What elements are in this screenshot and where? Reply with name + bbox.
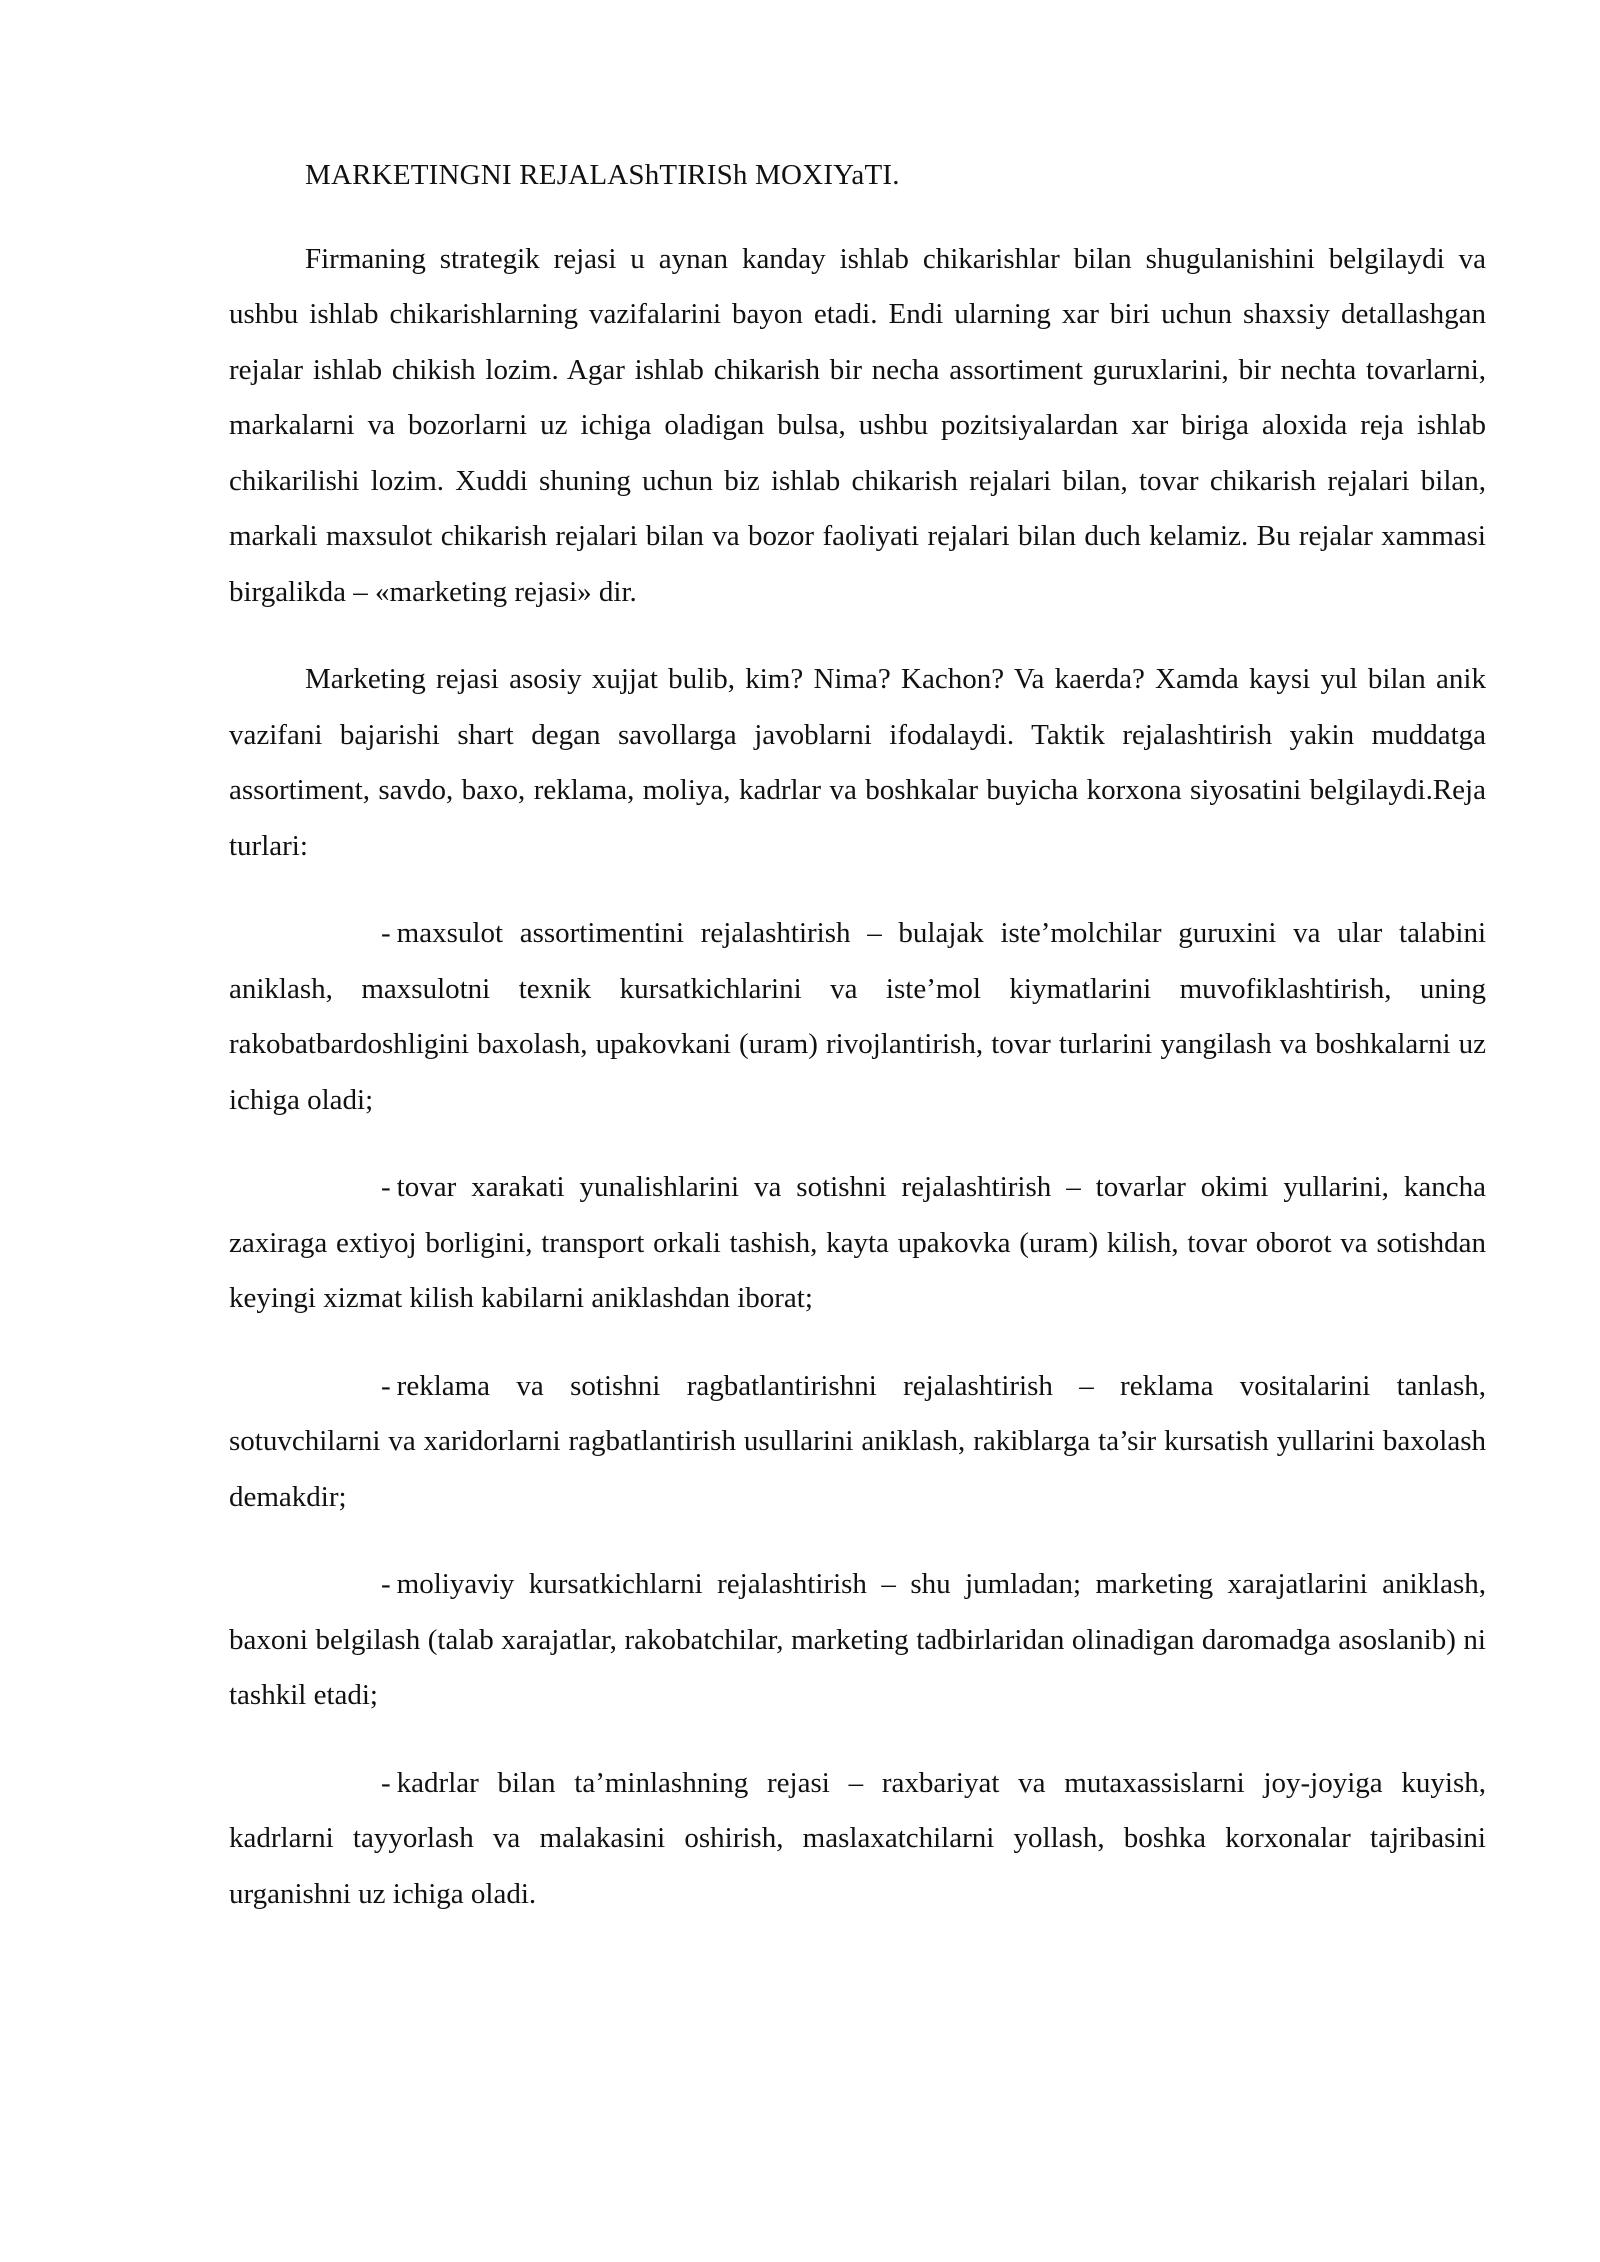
body-paragraph-1: Firmaning strategik rejasi u aynan kanday ishlab chikarishlar bilan shugulanishini belgilaydi va ushbu ishlab chikarishlarning vazifalarini bayon etadi. Endi ularning xar biri uchun shaxsiy detallashgan rejalar ishlab chikish lozim. Agar ishlab chikarish bir necha assortiment guruxlarini, bir nechta tovarlarni, markalarni va bozorlarni uz ichiga oladigan bulsa, ushbu pozitsiyalardan xar biriga aloxida reja ishlab chikarilishi lozim. Xuddi shuning uchun biz ishlab chikarish rejalari bilan, tovar chikarish rejalari bilan, markali maxsulot chikarish rejalari bilan va bozor faoliyati rejalari bilan duch kelamiz. Bu rejalar xammasi birgalikda – «marketing rejasi» dir. xyxy=(229,242,1486,608)
document-page xyxy=(229,148,1486,1954)
document-title: MARKETINGNI REJALAShTIRISh MOXIYaTI. xyxy=(305,159,900,191)
bullet-text: kadrlar bilan ta’minlashning rejasi – raxbariyat va mutaxassislarni joy-joyiga kuyish, kadrlarni tayyorlash va malakasini oshirish, maslaxatchilarni yollash, boshka korxonalar tajribasini urganishni uz ichiga oladi. xyxy=(229,1766,1486,1910)
bullet-text: moliyaviy kursatkichlarni rejalashtirish – shu jumladan; marketing xarajatlarini aniklash, baxoni belgilash (talab xarajatlar, rakobatchilar, marketing tadbirlaridan olinadigan daromadga asoslanib) ni tashkil etadi; xyxy=(229,1568,1486,1711)
bullet-text: reklama va sotishni ragbatlantirishni rejalashtirish – reklama vositalarini tanlash, sotuvchilarni va xaridorlarni ragbatlantirish usullarini aniklash, rakiblarga ta’sir kursatish yullarini baxolash demakdir; xyxy=(229,1369,1486,1513)
bullet-item-3 xyxy=(229,1359,1486,1526)
bullet-marker: - xyxy=(381,1568,391,1600)
bullet-text: maxsulot assortimentini rejalashtirish – bulajak iste’molchilar guruxini va ular talabini aniklash, maxsulotni texnik kursatkichlarini va iste’mol kiymatlarini muvofiklashtirish, uning rakobatbardoshligini baxolash, upakovkani (uram) rivojlantirish, tovar turlarini yangilash va boshkalarni uz ichiga oladi; xyxy=(229,917,1486,1116)
bullet-marker: - xyxy=(381,1766,391,1799)
bullet-marker: - xyxy=(381,1171,391,1203)
bullet-marker: - xyxy=(381,917,391,949)
bullet-text: tovar xarakati yunalishlarini va sotishni rejalashtirish – tovarlar okimi yullarini, kancha zaxiraga extiyoj borligini, transport orkali tashish, kayta upakovka (uram) kilish, tovar oborot va sotishdan keyingi xizmat kilish kabilarni aniklashdan iborat; xyxy=(229,1171,1486,1314)
bullet-marker: - xyxy=(381,1369,391,1402)
body-paragraph-2: Marketing rejasi asosiy xujjat bulib, kim? Nima? Kachon? Va kaerda? Xamda kaysi yul bilan anik vazifani bajarishi shart degan savollarga javoblarni ifodalaydi. Taktik rejalashtirish yakin muddatga assortiment, savdo, baxo, reklama, moliya, kadrlar va boshkalar buyicha korxona siyosatini belgilaydi.Reja turlari: xyxy=(229,663,1486,862)
bullet-item-4 xyxy=(229,1557,1486,1724)
bullet-item-5 xyxy=(229,1756,1486,1923)
bullet-item-1 xyxy=(229,906,1486,1128)
bullet-item-2 xyxy=(229,1160,1486,1327)
